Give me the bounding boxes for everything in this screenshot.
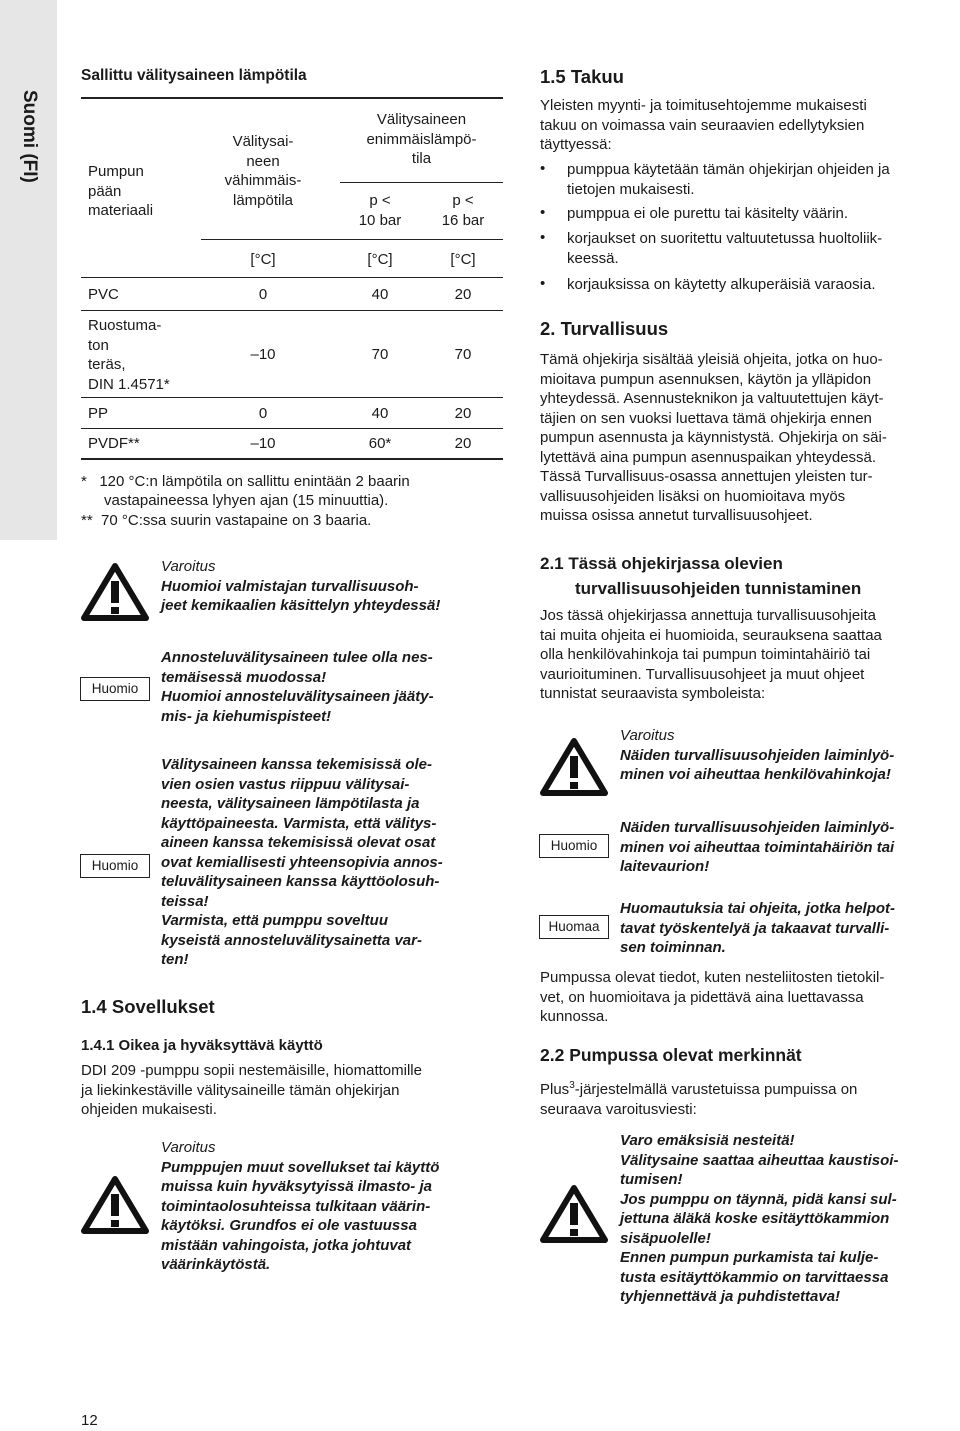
list-item: korjaukset on suoritettu valtuutetussa huoltoliik- keessä.	[567, 230, 883, 267]
notice-badge: Huomaa	[539, 915, 609, 939]
section-heading: 2. Turvallisuus	[540, 318, 669, 339]
table-title: Sallittu välitysaineen lämpötila	[81, 67, 307, 84]
table-header-material: Pumpun pään materiaali	[88, 163, 154, 219]
section-heading: 1.5 Takuu	[540, 66, 624, 87]
warning-triangle-icon	[539, 1184, 609, 1244]
bullet-dot: •	[540, 160, 546, 177]
language-label: Suomi (FI)	[19, 90, 40, 183]
table-header-rule	[201, 239, 503, 240]
table-header-p16: p < 16 bar	[441, 192, 485, 229]
page-number: 12	[81, 1412, 98, 1429]
notice-badge: Huomio	[539, 834, 609, 858]
footnote: ** 70 °C:ssa suurin vastapaine on 3 baaria.	[81, 512, 372, 529]
table-group-rule	[340, 182, 503, 183]
subsection-heading: 2.2 Pumpussa olevat merkinnät	[540, 1045, 802, 1065]
paragraph: DDI 209 -pumppu sopii nestemäisille, hiomattomille ja liekinkestäville välitysaineille tämän ohjekirjan ohjeiden mukaisesti.	[81, 1062, 422, 1118]
notice-block: Välitysaineen kanssa tekemisissä ole- vien osien vastus riippuu välitysai- neesta, välitysaineen lämpötilasta ja käyttöpaineesta. Varmista, että välitys- aineen kanssa tekemisissä olevat osat ovat kemiallisesti yhteensopivia annos- teluvälitysaineen kanssa käyttöolosuh- teissa! Varmista, että pumppu soveltuu kyseistä annosteluvälitysainetta var- ten!	[161, 756, 443, 968]
notice-block: Annosteluvälitysaineen tulee olla nes- temäisessä muodossa! Huomioi annosteluvälitysaineen jääty- mis- ja kiehumispisteet!	[161, 649, 434, 725]
bullet-dot: •	[540, 229, 546, 246]
paragraph: Jos tässä ohjekirjassa annettuja turvallisuusohjeita tai muita ohjeita ei huomioida, seurauksena saattaa olla henkilövahinkoja tai pumpun toimintahäiriö tai vaurioituminen. Turvallisuusohjeet ja muut ohjeet tunnistat seuraavista symboleista:	[540, 607, 882, 702]
warning-triangle-icon	[539, 737, 609, 797]
warning-block: Varo emäksisiä nesteitä! Välitysaine saattaa aiheuttaa kaustisoi- tumisen! Jos pumppu on täynnä, pidä kansi sul- jettuna äläkä koske esitäyttökammion sisäpuolelle! Ennen pumpun purkamista tai kulje- tusta esitäyttökammio on tarvittaessa tyhjennettävä ja puhdistettava!	[620, 1132, 899, 1305]
warning-title: Varoitus	[620, 727, 675, 744]
table-header-min-temp: Välitysai- neen vähimmäis- lämpötila	[224, 133, 302, 209]
unit-label: [°C]	[367, 251, 393, 268]
language-sidebar	[0, 0, 57, 540]
warning-block: Varoitus Pumppujen muut sovellukset tai käyttö muissa kuin hyväksytyissä ilmasto- ja toimintaolosuhteissa tulkitaan väärin- käytöksi. Grundfos ei ole vastuussa mistään vahingoista, jotka johtuvat väärinkäytöstä.	[161, 1139, 440, 1273]
table-unit-rule	[81, 277, 503, 278]
table-bottom-rule	[81, 458, 503, 460]
paragraph: Yleisten myynti- ja toimitusehtojemme mukaisesti takuu on voimassa vain seuraavien edellytyksien täyttyessä:	[540, 97, 867, 153]
table-header-p10: p < 10 bar	[358, 192, 402, 229]
bullet-dot: •	[540, 204, 546, 221]
notice-badge: Huomio	[80, 854, 150, 878]
warning-title: Varoitus	[161, 1139, 216, 1156]
bullet-dot: •	[540, 275, 546, 292]
notice-block: Huomautuksia tai ohjeita, jotka helpot- tavat työskentelyä ja takaavat turvalli- sen toiminnan.	[620, 900, 896, 956]
footnote: vastapaineessa lyhyen ajan (15 minuuttia).	[104, 492, 389, 509]
warning-block: Varoitus Huomioi valmistajan turvallisuusoh- jeet kemikaalien käsittelyn yhteydessä!	[161, 558, 441, 614]
warning-block: Varoitus Näiden turvallisuusohjeiden laiminlyö- minen voi aiheuttaa henkilövahinkoja!	[620, 727, 895, 783]
subsection-heading: 1.4.1 Oikea ja hyväksyttävä käyttö	[81, 1037, 323, 1054]
notice-badge: Huomio	[80, 677, 150, 701]
list-item: pumppua ei ole purettu tai käsitelty väärin.	[567, 205, 848, 222]
unit-label: [°C]	[250, 251, 276, 268]
paragraph: Plus$^3$-järjestelmällä varustetuissa pumpuissa on seuraava varoitusviesti:	[540, 1080, 858, 1118]
section-heading: 1.4 Sovellukset	[81, 996, 215, 1017]
table-row-rule	[81, 397, 503, 398]
subsection-heading: 2.1 Tässä ohjekirjassa olevien turvallisuusohjeiden tunnistaminen	[540, 554, 862, 598]
table-top-rule	[81, 97, 503, 99]
unit-label: [°C]	[450, 251, 476, 268]
footnote: * 120 °C:n lämpötila on sallittu enintään 2 baarin	[81, 473, 410, 490]
paragraph: Pumpussa olevat tiedot, kuten nesteliitosten tietokil- vet, on huomioitava ja pidettävä aina luettavassa kunnossa.	[540, 969, 885, 1025]
warning-triangle-icon	[80, 562, 150, 622]
paragraph: Tämä ohjekirja sisältää yleisiä ohjeita, jotka on huo- mioitava pumpun asennuksen, käytön ja ylläpidon yhteydessä. Asennusteknikon ja valtuutettujen käyt- täjien on sen vuoksi luettava tämä ohjekirja ennen pumpun asennusta ja käynnistystä. Ohjekirja on säi- lytettävä aina pumpun asennuspaikan yhteydessä. Tässä Turvallisuus-osassa annettujen yleisten tur- vallisuusohjeiden lisäksi on huomioitava myös muissa osissa annetut turvallisuusohjeet.	[540, 351, 887, 524]
list-item: pumppua käytetään tämän ohjekirjan ohjeiden ja tietojen mukaisesti.	[567, 161, 890, 198]
table-header-max-temp: Välitysaineen enimmäislämpö- tila	[366, 111, 477, 167]
warning-triangle-icon	[80, 1175, 150, 1235]
table-row-rule	[81, 310, 503, 311]
warning-title: Varoitus	[161, 558, 216, 575]
notice-block: Näiden turvallisuusohjeiden laiminlyö- minen voi aiheuttaa toimintahäiriön tai laitevaurion!	[620, 819, 895, 875]
table-row-rule	[81, 428, 503, 429]
list-item: korjauksissa on käytetty alkuperäisiä varaosia.	[567, 276, 876, 293]
